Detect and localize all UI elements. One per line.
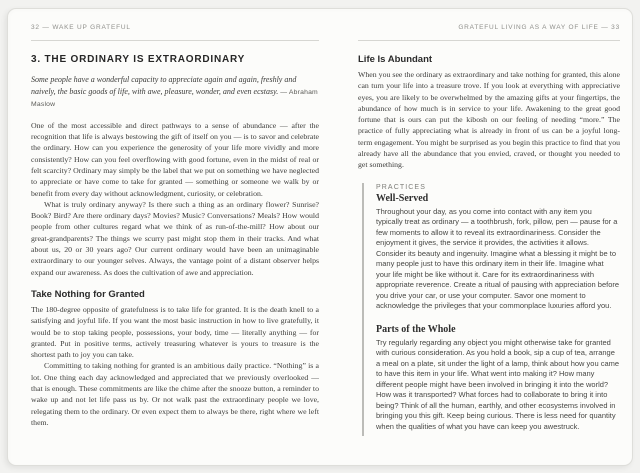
body-paragraph: When you see the ordinary as extraordinary and take nothing for granted, this alone can turn your life into a treasure trove. If you look at everything with appreciative eyes, you are likely to be overwhelmed by the amazing gifts at your fingertips, the abundance of how much is in service to your life. Awakening to the great good fortune that is ours can put the kibosh on our feeling of needing “more.” The practice of fully appreciating what is already in front of us can be a joyful long-term engagement. You might be surprised as you begin this practice to find that you already have all the abundance that you envied, craved, or thought you needed to get something. [358,70,620,170]
left-head-rule [31,40,319,41]
body-paragraph: What is truly ordinary anyway? Is there such a thing as an ordinary flower? Sunrise? Book? Bird? Are there ordinary days? Movies? Music? Conversations? Meals? How would people from other cultures regard what we think of as run-of-the-mill? How about our great-grandparents? The things we scurry past might stop them in their tracks. And what about us, 20 or 30 years ago? Our current ordinary would have been an unimaginable extraordinary to our younger selves. Always, the vantage point of a distant observer helps expand our awareness. As does the cultivation of awe and appreciation. [31,199,319,277]
body-paragraph: One of the most accessible and direct pathways to a sense of abundance — after the recognition that life is always bestowing the gift of itself on you — is to savor and celebrate the ordinary. How can you experience the generosity of your life more vividly and more consistently? How can you feel overflowing with good fortune, even in the midst of real or felt scarcity? Ordinary may simply be the label that we put on something we have neglected to appreciate or have come to take for granted — something or someone we walk by or benefit from every day without acknowledgment, curiosity, or celebration. [31,120,319,198]
epigraph-text: Some people have a wonderful capacity to appreciate again and again, freshly and naively, the basic goods of life, with awe, pleasure, wonder, and even ecstasy. [31,75,297,96]
right-page [358,21,620,459]
practice-body: Try regularly regarding any object you might otherwise take for granted with curious consideration. As you hold a book, sip a cup of tea, arrange a meal on a plate, sit under the light of a lamp, think about how you came to have this item in your life. What went into making it? How many different people might have been involved in bringing it into the world? How was it transported? What forces had to collaborate to bring it into being? Think of all the human, earthly, and other ecosystems involved in bringing you this gift. Keep being curious. There is less need for quantity when the qualities of what you have can keep you awestruck. [376,337,620,431]
practice-title-well-served: Well-Served [376,192,429,204]
book-spread [7,8,633,466]
section-heading-take-nothing-for-granted: Take Nothing for Granted [31,288,145,300]
practice-body: Throughout your day, as you come into contact with any item you typically treat as ordinary — a toothbrush, fork, pillow, pen — pause for a few moments to allow it to reveal its extraordinariness. Consider the enjoyment it gives, the service it provides, the activities it allows. Consider its beauty and ingenuity. Imagine what a blessing it might be to many people just to have this ordinary item in their life. Imagine what your life might be like without it. Care for its extraordinariness with appropriate reverence. Create a ritual of pausing with appreciation before you drive your car, or use your computer. Savor one moment to acknowledge the privileges that your commonplace luxuries afford you. [376,206,620,311]
practice-title-parts-of-the-whole: Parts of the Whole [376,323,456,335]
practices-label: PRACTICES [376,183,426,191]
practices-sidebar [362,183,620,437]
body-paragraph: The 180-degree opposite of gratefulness is to take life for granted. It is the death knell to a satisfying and joyful life. If you want the most basic instruction in how to live gratefully, it would be to stop taking people, possessions, your body, time — literally anything — for granted. Put in positive terms, actively treasuring whatever is yours to treasure is the shortest path to joy you can take. [31,304,319,360]
left-running-head: 32 — WAKE UP GRATEFUL [31,24,131,31]
chapter-title: 3. THE ORDINARY IS EXTRAORDINARY [31,54,246,65]
left-page [31,21,319,459]
section-heading-life-is-abundant: Life Is Abundant [358,54,433,65]
epigraph-attribution: — Abraham Maslow [31,88,318,109]
right-running-head: GRATEFUL LIVING AS A WAY OF LIFE — 33 [458,24,620,31]
epigraph [31,74,319,111]
right-head-rule [358,40,620,41]
body-paragraph: Committing to taking nothing for granted is an ambitious daily practice. “Nothing” is a lot. One thing each day acknowledged and appreciated that we previously overlooked — that is enough. These commitments are like the chime after the snooze button, a reminder to wake up and not let life pass us by. Or not walk past the extraordinary people we love, relegating them to the ordinary. Or even expect them to always be there, right where we left them. [31,361,319,427]
